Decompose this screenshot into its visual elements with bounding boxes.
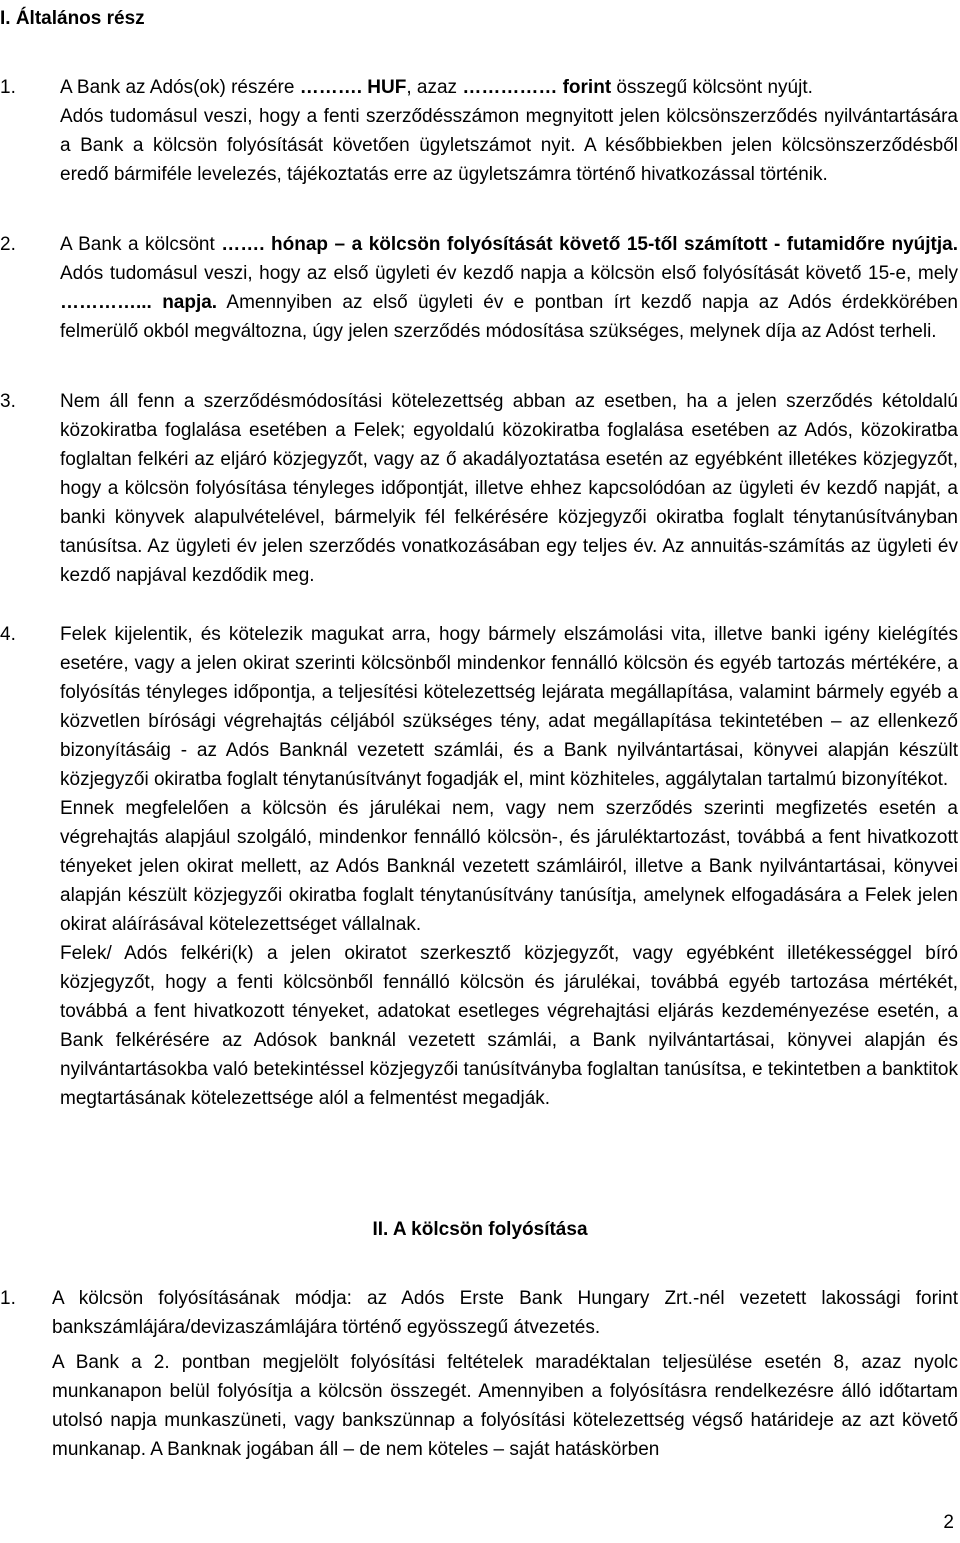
paragraph: Nem áll fenn a szerződésmódosítási kötelezettség abban az esetben, ha a jelen szerződés kétoldalú közokiratba foglalása esetében a Felek; egyoldalú közokiratba foglalása esetében az Adós, közokiratba foglaltan felkéri az eljáró közjegyzőt, vagy az ő akadályoztatása esetén az egyébként illetékes közjegyzőt, hogy a kölcsön folyósítása tényleges időpontját, illetve ehhez kapcsolódóan az ügyleti év kezdő napját, a banki könyvek alapulvételével, bármelyik fél felkérésére közjegyzői okiratba foglalt ténytanúsítványban tanúsítsa. Az ügyleti év jelen szerződés vonatkozásában egy teljes év. Az annuitás-számítás az ügyleti év kezdő napjával kezdődik meg. [60,391,958,586]
paragraph: A Bank a 2. pontban megjelölt folyósítási feltételek maradéktalan teljesülése esetén 8, azaz nyolc munkanapon belül folyósítja a kölcsön összegét. Amennyiben a folyósításra rendelkezésre álló időtartam utolsó napja munkaszüneti, vagy bankszünnap a folyósítási kötelezettség végső határideje az azt követő munkanap. A Banknak jogában áll – de nem köteles – saját hatáskörben [52,1352,958,1460]
section-1-item-2 [0,230,958,346]
item-number: 2. [0,234,16,255]
term-clause: ……. hónap – a kölcsön folyósítását követő 15-től számított - futamidőre nyújtja. [221,234,958,255]
item-number: 1. [0,1288,16,1309]
section-1-item-4 [0,620,958,1113]
item-number: 4. [0,624,16,645]
item-number: 1. [0,77,16,98]
section-1-item-3 [0,387,958,590]
paragraph: A kölcsön folyósításának módja: az Adós Erste Bank Hungary Zrt.-nél vezetett lakossági forint bankszámlájára/devizaszámlájára történő egyösszegű átvezetés. [52,1288,958,1338]
text-run: Amennyiben az első ügyleti év e pontban írt kezdő napja az Adós érdekkörében felmerülő okból megváltozna, úgy jelen szerződés módosítása szükséges, melynek díja az Adóst terheli. [60,292,958,342]
paragraph: Ennek megfelelően a kölcsön és járulékai nem, vagy nem szerződés szerinti megfizetés esetén a végrehajtás alapjául szolgáló, mindenkor fennálló kölcsön-, és járuléktartozást, továbbá a fent hivatkozott tényeket jelen okirat mellett, az Adós Banknál vezetett számláiról, illetve a Bank nyilvántartásai, könyvei alapján készült közjegyzői okiratba foglalt ténytanúsítvány tanúsítja, amelynek elfogadására a Felek jelen okirat aláírásával kötelezettséget vállalnak. [60,798,958,935]
text-run: , azaz [406,77,463,98]
section-1-title: I. Általános rész [0,8,145,29]
paragraph: Felek/ Adós felkéri(k) a jelen okiratot szerkesztő közjegyzőt, vagy egyébként illetékességgel bíró közjegyzőt, hogy a fenti kölcsönből fennálló kölcsön és járulékai, továbbá egyéb tartozása mértékét, továbbá a fent hivatkozott tényeket, adatokat esetleges végrehajtási eljárás kezdeményezése esetén, a Bank felkérésére az Adósok banknál vezetett számlái, a Bank nyilvántartásai, könyvei alapján és nyilvántartásokba való betekintéssel közjegyzői tanúsítványba foglaltan tanúsítsa, e tekintetben a banktitok megtartásának kötelezettsége alól a felmentést megadják. [60,943,958,1109]
item-text [60,230,958,346]
item-text [60,73,958,189]
day-blank: …………... napja. [60,292,218,313]
text-run: összegű kölcsönt nyújt. [611,77,813,98]
amount-forint-blank: …………… forint [462,77,612,98]
section-2-paragraph [0,1348,958,1464]
item-text [52,1348,958,1464]
text-run: A Bank az Adós(ok) részére [60,77,300,98]
section-2-item-1 [0,1284,958,1342]
item-1-first-line [60,73,958,102]
page-number: 2 [943,1512,954,1533]
item-text [52,1284,958,1342]
item-text [60,620,958,1113]
text-run: A Bank a kölcsönt [60,234,222,255]
item-1-body: Adós tudomásul veszi, hogy a fenti szerződésszámon megnyitott jelen kölcsönszerződés nyilvántartására a Bank a kölcsön folyósítását követően ügyletszámot nyit. A későbbiekben jelen kölcsönszerződésből eredő bármiféle levelezés, tájékoztatás erre az ügyletszámra történő hivatkozással történik. [60,106,958,185]
text-run: Adós tudomásul veszi, hogy az első ügyleti év kezdő napja a kölcsön első folyósítását követő 15-e, mely [60,263,958,284]
paragraph: Felek kijelentik, és kötelezik magukat arra, hogy bármely elszámolási vita, illetve banki igény kielégítés esetére, vagy a jelen okirat szerinti kölcsönből mindenkor fennálló kölcsön és egyéb tartozás mértékére, a folyósítás tényleges időpontja, a teljesítési kötelezettség lejárata megállapítása, valamint bármely egyéb a közvetlen bírósági végrehajtás céljából szükséges tény, adat megállapítása tekintetében – az ellenkező bizonyításáig - az Adós Banknál vezetett számlái, és a Bank nyilvántartásai, könyvei alapján készült közjegyzői okiratba foglalt ténytanúsítványt fogadják el, mint közhiteles, aggálytalan tartalmú bizonyítékot. [60,624,958,790]
amount-huf-blank: ………. HUF [299,77,407,98]
item-number: 3. [0,391,16,412]
section-1-item-1 [0,73,958,189]
item-text [60,387,958,590]
section-2-title: II. A kölcsön folyósítása [372,1219,588,1240]
